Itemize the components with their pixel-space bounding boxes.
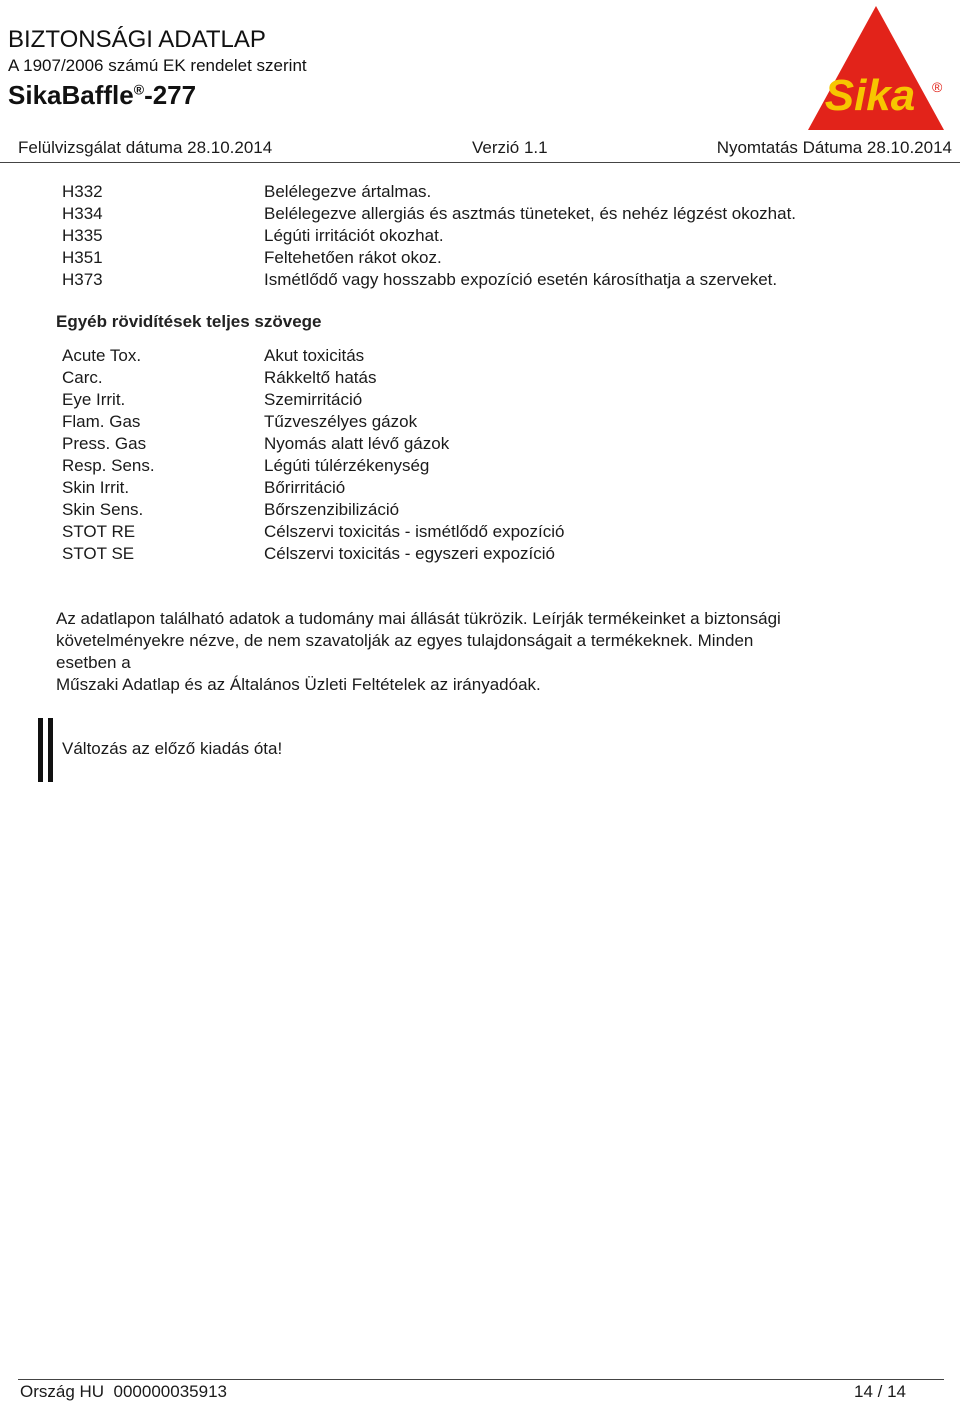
page-number: 14 / 14: [854, 1382, 906, 1401]
change-note: Változás az előző kiadás óta!: [62, 739, 283, 758]
product-name-suffix: -277: [144, 80, 197, 110]
abbreviation: Carc.: [62, 368, 103, 387]
hazard-text: Belélegezve ártalmas.: [264, 182, 432, 201]
footer-divider: [18, 1379, 944, 1380]
regulation-text: A 1907/2006 számú EK rendelet szerint: [8, 56, 307, 75]
abbreviation-meaning: Tűzveszélyes gázok: [264, 412, 418, 431]
disclaimer-line: követelményekre nézve, de nem szavatolják az egyes tulajdonságait a termékeknek. Minden: [56, 631, 754, 650]
hazard-code: H351: [62, 248, 103, 267]
abbreviation: STOT RE: [62, 522, 136, 541]
abbreviation: Skin Irrit.: [62, 478, 130, 497]
print-date: Nyomtatás Dátuma 28.10.2014: [716, 138, 952, 157]
disclaimer-line: esetben a: [56, 653, 131, 672]
abbreviation: Eye Irrit.: [62, 390, 126, 409]
abbreviation-meaning: Szemirritáció: [264, 390, 363, 409]
change-bar: [48, 718, 53, 782]
footer: [20, 1382, 906, 1402]
hazard-text: Légúti irritációt okozhat.: [264, 226, 444, 245]
product-name-base: SikaBaffle: [8, 80, 134, 110]
hazard-text: Belélegezve allergiás és asztmás tüneteket, és nehéz légzést okozhat.: [264, 204, 797, 223]
abbreviation-meaning: Nyomás alatt lévő gázok: [264, 434, 450, 453]
abbreviation-meaning: Célszervi toxicitás - ismétlődő expozíció: [264, 522, 565, 541]
abbreviation-meaning: Akut toxicitás: [264, 346, 365, 365]
version: Verzió 1.1: [472, 138, 548, 157]
abbreviation-meaning: Rákkeltő hatás: [264, 368, 377, 387]
revision-date: Felülvizsgálat dátuma 28.10.2014: [18, 138, 273, 157]
abbreviation: Resp. Sens.: [62, 456, 155, 475]
abbreviation: Flam. Gas: [62, 412, 141, 431]
abbreviation-meaning: Légúti túlérzékenység: [264, 456, 430, 475]
disclaimer-line: Az adatlapon található adatok a tudomány mai állását tükrözik. Leírják termékeinket a biztonsági: [56, 609, 781, 628]
abbreviation-meaning: Célszervi toxicitás - egyszeri expozíció: [264, 544, 555, 563]
hazard-code: H335: [62, 226, 103, 245]
change-bar: [38, 718, 43, 782]
abbreviations-heading: Egyéb rövidítések teljes szövege: [56, 312, 322, 331]
abbreviation: Skin Sens.: [62, 500, 144, 519]
product-name: [8, 80, 196, 111]
sika-logo: [806, 4, 946, 132]
abbreviation: Acute Tox.: [62, 346, 142, 365]
revision-info-bar: [18, 138, 952, 160]
header-divider: [0, 162, 960, 163]
logo-wordmark: Sika: [824, 71, 916, 120]
disclaimer-line: Műszaki Adatlap és az Általános Üzleti Feltételek az irányadóak.: [56, 675, 541, 694]
hazard-code: H334: [62, 204, 103, 223]
abbreviation: STOT SE: [62, 544, 135, 563]
abbreviation-meaning: Bőrirritáció: [264, 478, 346, 497]
hazard-text: Feltehetően rákot okoz.: [264, 248, 442, 267]
hazard-code: H373: [62, 270, 103, 289]
registered-mark: ®: [133, 81, 145, 98]
hazard-text: Ismétlődő vagy hosszabb expozíció esetén károsíthatja a szerveket.: [264, 270, 778, 289]
abbreviation: Press. Gas: [62, 434, 147, 453]
logo-registered-mark: ®: [932, 79, 943, 95]
abbreviation-meaning: Bőrszenzibilizáció: [264, 500, 400, 519]
country-code: Ország HU 000000035913: [20, 1382, 227, 1401]
document-title: BIZTONSÁGI ADATLAP: [8, 26, 266, 53]
hazard-code: H332: [62, 182, 103, 201]
disclaimer-paragraph: [56, 608, 886, 696]
